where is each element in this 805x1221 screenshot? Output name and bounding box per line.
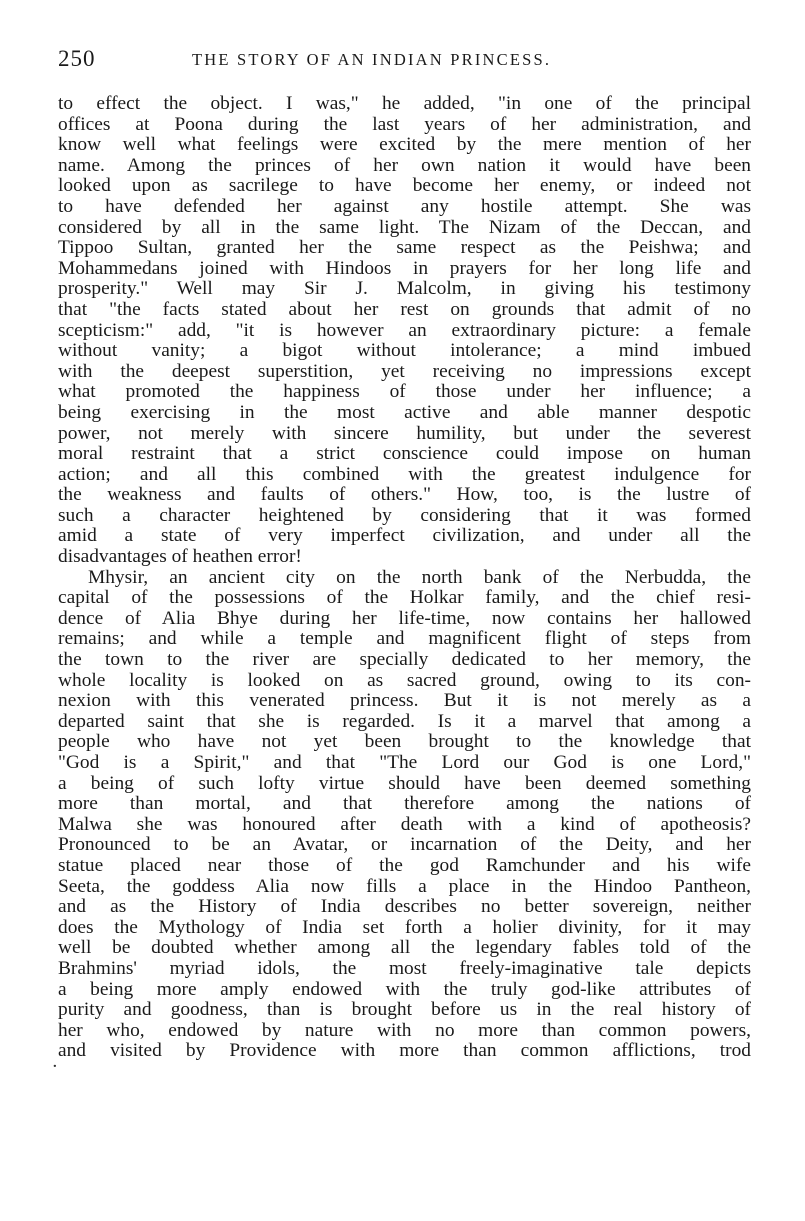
text-line: people who have not yet been brought to the knowledge that — [58, 732, 751, 753]
text-line: to effect the object. I was," he added, "in one of the principal — [58, 94, 751, 114]
text-line: scepticism:" add, "it is however an extraordinary picture: a female — [58, 320, 751, 341]
running-title: THE STORY OF AN INDIAN PRINCESS. — [192, 50, 552, 69]
text-line: that "the facts stated about her rest on grounds that admit of no — [58, 299, 751, 320]
text-line: departed saint that she is regarded. Is it a marvel that among a — [58, 711, 751, 732]
body-text — [58, 94, 751, 1062]
text-line: Mhysir, an ancient city on the north bank of the Nerbudda, the — [88, 567, 751, 588]
margin-mark: · — [52, 1056, 58, 1077]
text-line: Malwa she was honoured after death with a kind of apotheosis? — [58, 814, 751, 835]
text-line: such a character heightened by considering that it was formed — [58, 505, 751, 526]
text-line: the weakness and faults of others." How, too, is the lustre of — [58, 485, 751, 506]
text-line: Pronounced to be an Avatar, or incarnation of the Deity, and her — [58, 835, 751, 856]
text-line: more than mortal, and that therefore among the nations of — [58, 794, 751, 815]
paragraph-2 — [58, 568, 751, 1062]
text-line: her who, endowed by nature with no more than common powers, — [58, 1020, 751, 1041]
text-line: prosperity." Well may Sir J. Malcolm, in giving his testimony — [58, 279, 751, 300]
text-line: and as the History of India describes no better sovereign, neither — [58, 897, 751, 918]
text-line: nexion with this venerated princess. But it is not merely as a — [58, 691, 751, 712]
text-line: know well what feelings were excited by the mere mention of her — [58, 135, 751, 156]
text-line: does the Mythology of India set forth a holier divinity, for it may — [58, 917, 751, 938]
page-header — [58, 46, 758, 76]
text-line: Mohammedans joined with Hindoos in prayers for her long life and — [58, 258, 751, 279]
text-line: with the deepest superstition, yet receiving no impressions except — [58, 361, 751, 382]
text-line: looked upon as sacrilege to have become her enemy, or indeed not — [58, 176, 751, 197]
text-line: considered by all in the same light. The Nizam of the Deccan, and — [58, 217, 751, 238]
text-line: power, not merely with sincere humility, but under the severest — [58, 423, 751, 444]
text-line: dence of Alia Bhye during her life-time, now contains her hallowed — [58, 608, 751, 629]
text-line: Seeta, the goddess Alia now fills a place in the Hindoo Pantheon, — [58, 876, 751, 897]
text-line: a being more amply endowed with the truly god-like attributes of — [58, 979, 751, 1000]
text-line: statue placed near those of the god Ramchunder and his wife — [58, 855, 751, 876]
text-line: well be doubted whether among all the legendary fables told of the — [58, 938, 751, 959]
text-line: Brahmins' myriad idols, the most freely-imaginative tale depicts — [58, 958, 751, 979]
paragraph-1 — [58, 94, 751, 568]
text-line: being exercising in the most active and able manner despotic — [58, 402, 751, 423]
text-line: what promoted the happiness of those under her influence; a — [58, 382, 751, 403]
text-line: Tippoo Sultan, granted her the same respect as the Peishwa; and — [58, 238, 751, 259]
text-line: action; and all this combined with the greatest indulgence for — [58, 464, 751, 485]
text-line: disadvantages of heathen error! — [58, 547, 302, 568]
text-line: "God is a Spirit," and that "The Lord our God is one Lord," — [58, 753, 751, 773]
text-line: purity and goodness, than is brought before us in the real history of — [58, 1000, 751, 1021]
page-number: 250 — [58, 46, 96, 71]
text-line: name. Among the princes of her own nation it would have been — [58, 155, 751, 176]
text-line: remains; and while a temple and magnificent flight of steps from — [58, 629, 751, 650]
text-line: moral restraint that a strict conscience could impose on human — [58, 444, 751, 465]
text-line: whole locality is looked on as sacred ground, owing to its con- — [58, 670, 751, 691]
text-line: amid a state of very imperfect civilization, and under all the — [58, 526, 751, 547]
text-line: without vanity; a bigot without intolerance; a mind imbued — [58, 341, 751, 362]
text-line: capital of the possessions of the Holkar family, and the chief resi- — [58, 588, 751, 609]
text-line: offices at Poona during the last years of her administration, and — [58, 114, 751, 135]
text-line: and visited by Providence with more than common afflictions, trod — [58, 1041, 751, 1062]
text-line: to have defended her against any hostile attempt. She was — [58, 196, 751, 217]
text-line: the town to the river are specially dedicated to her memory, the — [58, 650, 751, 671]
text-line: a being of such lofty virtue should have been deemed something — [58, 773, 751, 794]
